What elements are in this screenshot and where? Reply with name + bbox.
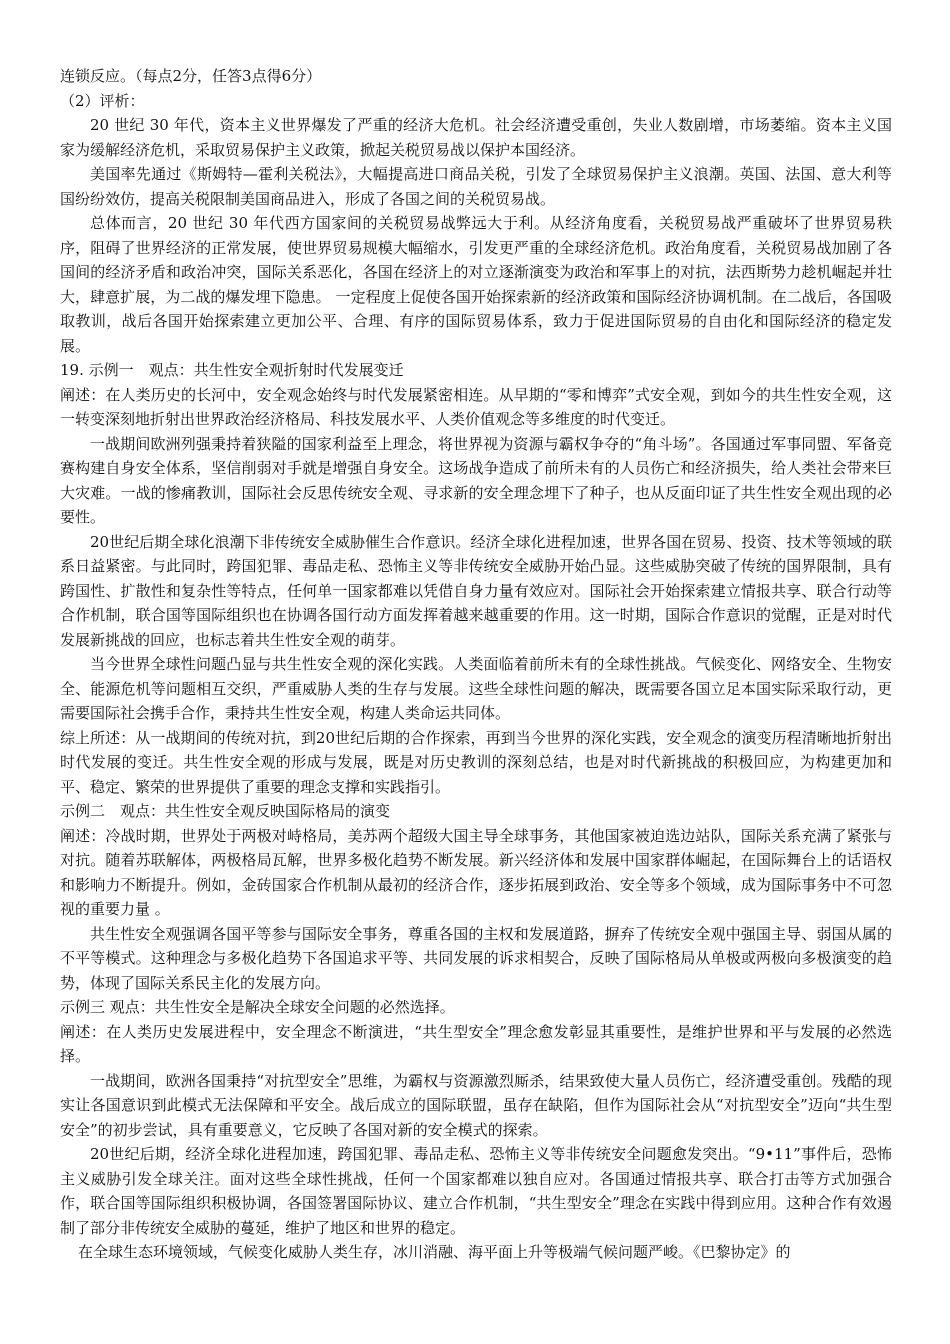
paragraph-10: 当今世界全球性问题凸显与共生性安全观的深化实践。人类面临着前所未有的全球性挑战。气候变化、网络安全、生物安全、能源危机等问题相互交织，严重威胁人类的生存与发展。这些全球性问题的解决，既需要各国立足本国实际采取行动，更需要国际社会携手合作，秉持共生性安全观，构建人类命运共同体。 xyxy=(60,655,892,722)
paragraph-9: 20世纪后期全球化浪潮下非传统安全威胁催生合作意识。经济全球化进程加速，世界各国在贸易、投资、技术等领域的联系日益紧密。与此同时，跨国犯罪、毒品走私、恐怖主义等非传统安全威胁开始凸显。这些威胁突破了传统的国界限制，具有跨国性、扩散性和复杂性等特点，任何单一国家都难以凭借自身力量有效应对。国际社会开始探索建立情报共享、联合行动等合作机制，联合国等国际组织也在协调各国行动方面发挥着越来越重要的作用。这一时期，国际合作意识的觉醒，正是对时代发展新挑战的回应，也标志着共生性安全观的萌芽。 xyxy=(60,532,892,649)
section-heading-example-2: 示例二 观点：共生性安全观反映国际格局的演变 xyxy=(60,802,391,820)
paragraph-7: 阐述：在人类历史的长河中，安全观念始终与时代发展紧密相连。从早期的“零和博弈”式安全观，到如今的共生性安全观，这一转变深刻地折射出世界政治经济格局、科技发展水平、人类价值观念等多维度的时代变迁。 xyxy=(60,385,892,428)
paragraph-17: 一战期间，欧洲各国秉持“对抗型安全”思维，为霸权与资源激烈厮杀，结果致使大量人员伤亡，经济遭受重创。残酷的现实让各国意识到此模式无法保障和平安全。战后成立的国际联盟，虽存在缺陷，但作为国际社会从“对抗型安全”迈向“共生型安全”的初步尝试，具有重要意义，它反映了各国对新的安全模式的探索。 xyxy=(60,1071,892,1139)
paragraph-8: 一战期间欧洲列强秉持着狭隘的国家利益至上理念，将世界视为资源与霸权争夺的“角斗场”。各国通过军事同盟、军备竞赛构建自身安全体系，坚信削弱对手就是增强自身安全。这场战争造成了前所未有的人员伤亡和经济损失，给人类社会带来巨大灾难。一战的惨痛教训，国际社会反思传统安全观、寻求新的安全理念埋下了种子，也从反面印证了共生性安全观出现的必要性。 xyxy=(60,434,892,526)
paragraph-3: 20 世纪 30 年代，资本主义世界爆发了严重的经济大危机。社会经济遭受重创，失业人数剧增，市场萎缩。资本主义国家为缓解经济危机，采取贸易保护主义政策，掀起关税贸易战以保护本国经济。 xyxy=(60,116,892,159)
section-heading-example-3: 示例三 观点：共生性安全是解决全球安全问题的必然选择。 xyxy=(60,998,455,1016)
paragraph-14: 共生性安全观强调各国平等参与国际安全事务，尊重各国的主权和发展道路，摒弃了传统安全观中强国主导、弱国从属的不平等模式。这种理念与多极化趋势下各国追求平等、共同发展的诉求相契合，反映了国际格局从单极或两极向多极演变的趋势，体现了国际关系民主化的发展方向。 xyxy=(60,924,892,992)
paragraph-18: 20世纪后期，经济全球化进程加速，跨国犯罪、毒品走私、恐怖主义等非传统安全问题愈发突出。“9•11”事件后，恐怖主义威胁引发全球关注。面对这些全球性挑战，任何一个国家都难以独自应对。各国通过情报共享、联合打击等方式加强合作，联合国等国际组织积极协调，各国签署国际协议、建立合作机制，“共生型安全”理念在实践中得到应用。这种合作有效遏制了部分非传统安全威胁的蔓延，维护了地区和世界的稳定。 xyxy=(60,1145,892,1237)
paragraph-19: 在全球生态环境领域，气候变化威胁人类生存，冰川消融、海平面上升等极端气候问题严峻。《巴黎协定》的 xyxy=(78,1243,791,1261)
paragraph-5: 总体而言，20 世纪 30 年代西方国家间的关税贸易战弊远大于利。从经济角度看，关税贸易战严重破坏了世界贸易秩序，阻碍了世界经济的正常发展，使世界贸易规模大幅缩水，引发更严重的全球经济危机。政治角度看，关税贸易战加剧了各国间的经济矛盾和政治冲突，国际关系恶化，各国在经济上的对立逐渐演变为政治和军事上的对抗，法西斯势力趁机崛起并壮大，肆意扩展，为二战的爆发埋下隐患。 一定程度上促使各国开始探索新的经济政策和国际经济协调机制。在二战后，各国吸取教训，战后各国开始探索建立更加公平、合理、有序的国际贸易体系，致力于促进国际贸易的自由化和国际经济的稳定发展。 xyxy=(60,214,892,355)
paragraph-2: （2）评析： xyxy=(60,91,145,110)
paragraph-13: 阐述：冷战时期，世界处于两极对峙格局，美苏两个超级大国主导全球事务，其他国家被迫选边站队，国际关系充满了紧张与对抗。随着苏联解体，两极格局瓦解，世界多极化趋势不断发展。新兴经济体和发展中国家群体崛起，在国际舞台上的话语权和影响力不断提升。例如，金砖国家合作机制从最初的经济合作，逐步拓展到政治、安全等多个领域，成为国际事务中不可忽视的重要力量 。 xyxy=(60,826,892,918)
section-heading-19: 19. 示例一 观点：共生性安全观折射时代发展变迁 xyxy=(60,361,404,379)
paragraph-1: 连锁反应。（每点2分，任答3点得6分） xyxy=(60,67,322,85)
paragraph-16: 阐述：在人类历史发展进程中，安全理念不断演进，“共生型安全”理念愈发彰显其重要性，是维护世界和平与发展的必然选择。 xyxy=(60,1022,892,1065)
paragraph-4: 美国率先通过《斯姆特—霍利关税法》，大幅提高进口商品关税，引发了全球贸易保护主义浪潮。英国、法国、意大利等国纷纷效仿，提高关税限制美国商品进入，形成了各国之间的关税贸易战。 xyxy=(60,165,892,208)
paragraph-11: 综上所述：从一战期间的传统对抗，到20世纪后期的合作探索，再到当今世界的深化实践，安全观念的演变历程清晰地折射出时代发展的变迁。共生性安全观的形成与发展，既是对历史教训的深刻总结，也是对时代新挑战的积极回应，为构建更加和平、稳定、繁荣的世界提供了重要的理念支撑和实践指引。 xyxy=(60,728,892,796)
